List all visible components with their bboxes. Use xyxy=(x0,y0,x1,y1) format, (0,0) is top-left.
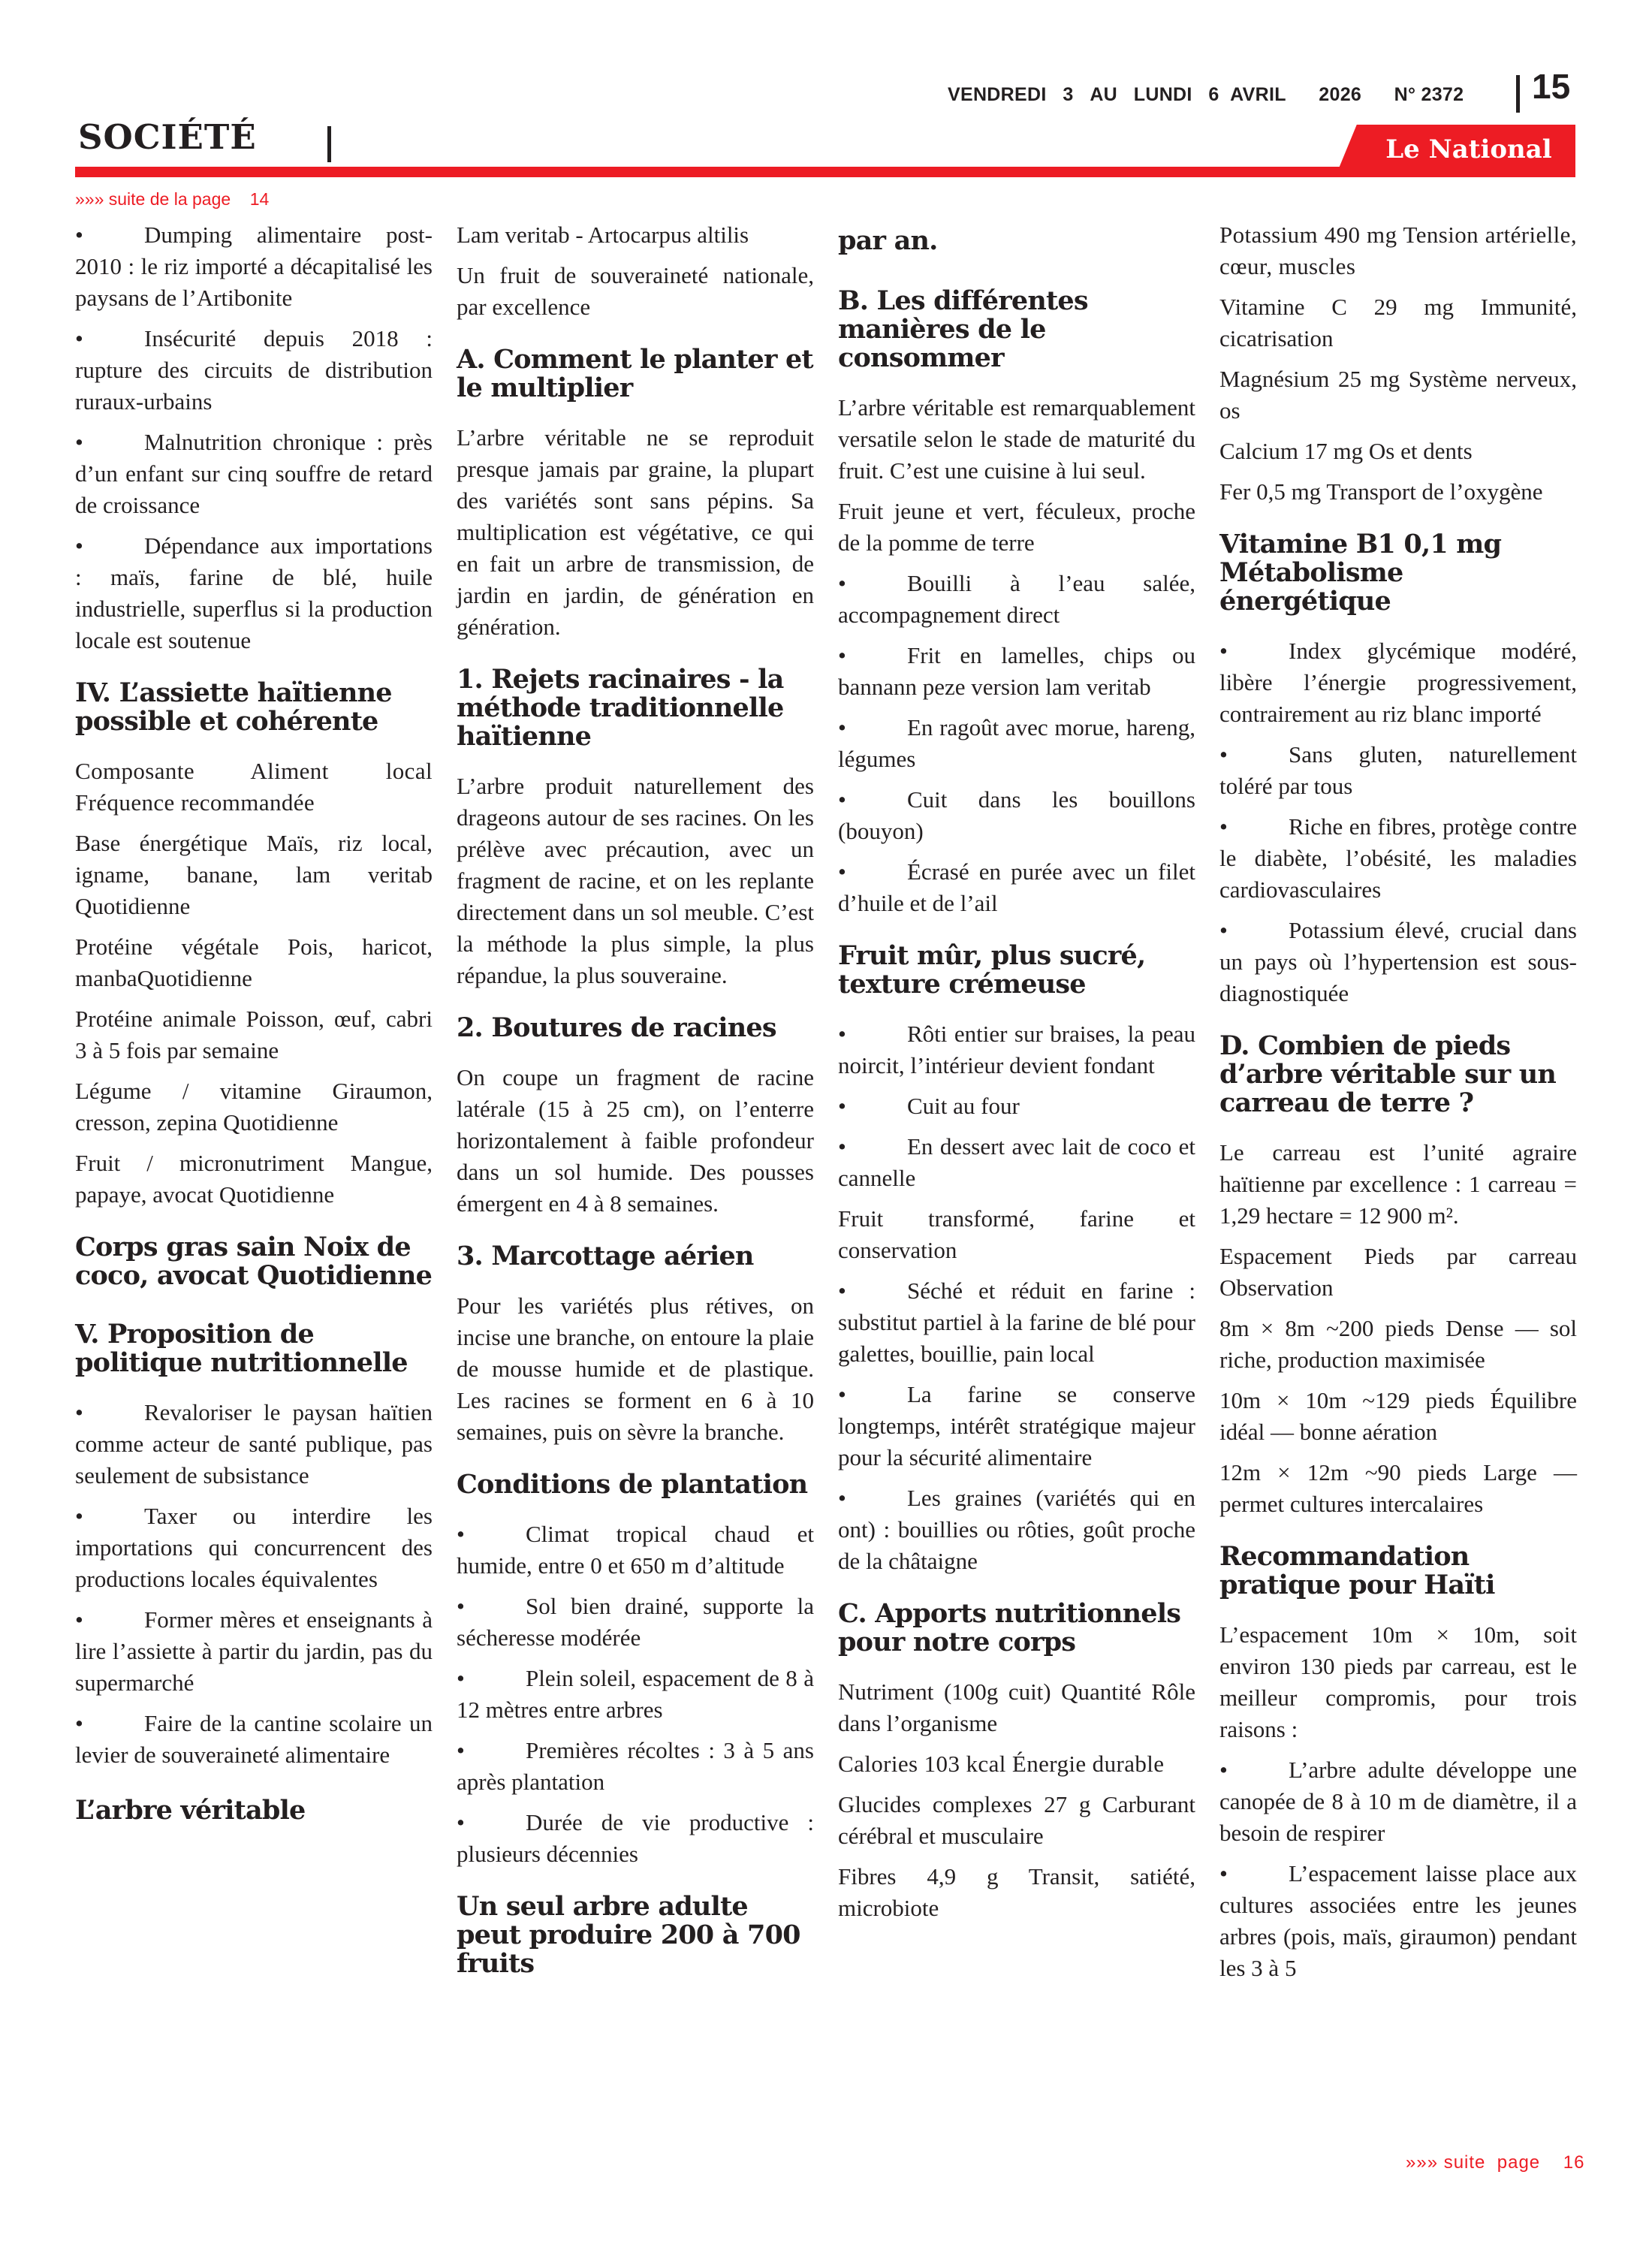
subheading-young-fruit: Fruit jeune et vert, féculeux, proche de la pomme de terre xyxy=(838,498,1195,556)
list-item: • Plein soleil, espacement de 8 à 12 mètres entre arbres xyxy=(457,1663,814,1726)
bullet-icon: • xyxy=(75,1606,83,1633)
list-item: • Malnutrition chronique : près d’un enfant sur cinq souffre de retard de croissance xyxy=(75,427,433,521)
plate-table-row: Légume / vitamine Giraumon, cresson, zepina Quotidienne xyxy=(75,1078,433,1136)
nutrition-table-row: Magnésium 25 mg Système nerveux, os xyxy=(1219,366,1577,424)
paragraph: L’arbre véritable ne se reproduit presque jamais par graine, la plupart des variétés sont sans pépins. Sa multiplication est végétative, ce qui en fait un arbre de transmission, de jardin en jardin, de génération en génération. xyxy=(457,424,814,640)
spacing-table-row: 12m × 12m ~90 pieds Large — permet cultures intercalaires xyxy=(1219,1459,1577,1517)
nutrition-table-row-bold: Vitamine B1 0,1 mg Métabolisme énergétique xyxy=(1219,529,1502,617)
bullet-icon: • xyxy=(1219,1860,1228,1887)
heading-politique: V. Proposition de politique nutritionnelle xyxy=(75,1319,408,1378)
spacing-table-row: 8m × 8m ~200 pieds Dense — sol riche, production maximisée xyxy=(1219,1315,1577,1373)
bullet-icon: • xyxy=(75,1503,83,1529)
date-year: 2026 xyxy=(1319,84,1362,105)
heading-recommandation: Recommandation pratique pour Haïti xyxy=(1219,1541,1495,1600)
list-item: • En dessert avec lait de coco et cannelle xyxy=(838,1131,1195,1194)
column-1 xyxy=(75,219,433,1844)
heading-combien-pieds: D. Combien de pieds d’arbre véritable sur un carreau de terre ? xyxy=(1219,1030,1557,1118)
issue-date-line xyxy=(948,84,1464,106)
bullet-icon: • xyxy=(838,786,846,813)
bullet-icon: • xyxy=(1219,638,1228,664)
issue-number: N° 2372 xyxy=(1394,84,1464,105)
list-item: • Taxer ou interdire les importations qui concurrencent des productions locales équivalentes xyxy=(75,1500,433,1595)
bullet-icon: • xyxy=(457,1665,465,1691)
heading-conditions: Conditions de plantation xyxy=(457,1469,808,1500)
heading-boutures: 2. Boutures de racines xyxy=(457,1012,776,1043)
bullet-icon: • xyxy=(838,1381,846,1407)
list-item: • Climat tropical chaud et humide, entre 0 et 650 m d’altitude xyxy=(457,1519,814,1582)
list-item: • Sans gluten, naturellement toléré par tous xyxy=(1219,739,1577,802)
bullet-icon: • xyxy=(838,1021,846,1047)
heading-apports: C. Apports nutritionnels pour notre corps xyxy=(838,1598,1181,1657)
list-item: • Insécurité depuis 2018 : rupture des circuits de distribution ruraux-urbains xyxy=(75,323,433,418)
list-item: • Rôti entier sur braises, la peau noircit, l’intérieur devient fondant xyxy=(838,1018,1195,1081)
plate-table-row: Protéine végétale Pois, haricot, manbaQuotidienne xyxy=(75,933,433,991)
list-item: • Dépendance aux importations : maïs, farine de blé, huile industrielle, superflus si la production locale est soutenue xyxy=(75,530,433,656)
list-item: • L’espacement laisse place aux cultures associées entre les jeunes arbres (pois, maïs, giraumon) pendant les 3 à 5 xyxy=(1219,1858,1577,1984)
brand-logo: Le National xyxy=(1385,134,1552,164)
list-item: • Écrasé en purée avec un filet d’huile et de l’ail xyxy=(838,856,1195,919)
plate-table-row: Base énergétique Maïs, riz local, igname, banane, lam veritab Quotidienne xyxy=(75,830,433,919)
plate-table-row: Protéine animale Poisson, œuf, cabri 3 à 5 fois par semaine xyxy=(75,1006,433,1063)
paragraph: Le carreau est l’unité agraire haïtienne par excellence : 1 carreau = 1,29 hectare = 12 900 m². xyxy=(1219,1139,1577,1229)
bullet-icon: • xyxy=(457,1737,465,1763)
paragraph: L’arbre véritable est remarquablement versatile selon le stade de maturité du fruit. C’est une cuisine à lui seul. xyxy=(838,394,1195,484)
bullet-icon: • xyxy=(838,1485,846,1511)
list-item: • Riche en fibres, protège contre le diabète, l’obésité, les maladies cardiovasculaires xyxy=(1219,811,1577,906)
bullet-icon: • xyxy=(457,1593,465,1619)
column-3 xyxy=(838,219,1195,1933)
heading-yield: Un seul arbre adulte peut produire 200 à 700 fruits xyxy=(457,1891,800,1979)
page-number: 15 xyxy=(1532,67,1571,106)
bullet-icon: • xyxy=(75,222,83,248)
column-2 xyxy=(457,219,814,1998)
list-item: • Dumping alimentaire post-2010 : le riz importé a décapitalisé les paysans de l’Artibonite xyxy=(75,219,433,314)
continued-to-link[interactable]: »»» suite page 16 xyxy=(1406,2152,1585,2173)
heading-ripe-fruit: Fruit mûr, plus sucré, texture crémeuse xyxy=(838,940,1146,1000)
heading-consommer: B. Les différentes manières de le consommer xyxy=(838,285,1088,373)
nutrition-table-header: Nutriment (100g cuit) Quantité Rôle dans l’organisme xyxy=(838,1678,1195,1736)
bullet-icon: • xyxy=(1219,741,1228,768)
paragraph: L’espacement 10m × 10m, soit environ 130 pieds par carreau, est le meilleur compromis, pour trois raisons : xyxy=(1219,1621,1577,1742)
bullet-icon: • xyxy=(838,858,846,885)
section-title: SOCIÉTÉ xyxy=(78,117,257,157)
list-item: • La farine se conserve longtemps, intérêt stratégique majeur pour la sécurité alimentaire xyxy=(838,1379,1195,1473)
bullet-icon: • xyxy=(457,1809,465,1835)
list-item: • Durée de vie productive : plusieurs décennies xyxy=(457,1807,814,1870)
bullet-icon: • xyxy=(75,1710,83,1736)
nutrition-table-row: Calcium 17 mg Os et dents xyxy=(1219,438,1473,464)
bullet-icon: • xyxy=(838,1277,846,1304)
heading-yield-continued: par an. xyxy=(838,225,938,256)
list-item: • Former mères et enseignants à lire l’assiette à partir du jardin, pas du supermarché xyxy=(75,1604,433,1699)
list-item: • Cuit au four xyxy=(838,1090,1195,1122)
paragraph: Pour les variétés plus rétives, on incise une branche, on entoure la plaie de mousse humide et de plastique. Les racines se forment en 6 à 10 semaines, puis on sèvre la branche. xyxy=(457,1292,814,1445)
list-item: • Premières récoltes : 3 à 5 ans après plantation xyxy=(457,1735,814,1798)
spacing-table-row: 10m × 10m ~129 pieds Équilibre idéal — bonne aération xyxy=(1219,1387,1577,1445)
heading-assiette: IV. L’assiette haïtienne possible et cohérente xyxy=(75,677,392,737)
list-item: • Cuit dans les bouillons (bouyon) xyxy=(838,784,1195,847)
bullet-icon: • xyxy=(1219,813,1228,840)
list-item: • Revaloriser le paysan haïtien comme acteur de santé publique, pas seulement de subsistance xyxy=(75,1397,433,1491)
bullet-icon: • xyxy=(1219,917,1228,943)
bullet-icon: • xyxy=(75,532,83,559)
bullet-icon: • xyxy=(75,1399,83,1425)
date-day-start: VENDREDI xyxy=(948,84,1047,105)
nutrition-table-row: Vitamine C 29 mg Immunité, cicatrisation xyxy=(1219,294,1577,351)
plate-table-header: Composante Aliment local Fréquence recommandée xyxy=(75,758,433,816)
bullet-icon: • xyxy=(838,1093,846,1119)
section-divider xyxy=(327,126,331,162)
list-item: • Frit en lamelles, chips ou bannann peze version lam veritab xyxy=(838,640,1195,703)
bullet-icon: • xyxy=(838,1133,846,1160)
list-item: • Séché et réduit en farine : substitut partiel à la farine de blé pour galettes, bouillie, pain local xyxy=(838,1275,1195,1370)
bullet-icon: • xyxy=(75,325,83,351)
heading-planter: A. Comment le planter et le multiplier xyxy=(457,344,813,403)
list-item: • En ragoût avec morue, hareng, légumes xyxy=(838,712,1195,775)
heading-marcottage: 3. Marcottage aérien xyxy=(457,1241,754,1271)
article-subtitle: Lam veritab - Artocarpus altilis xyxy=(457,222,749,248)
date-au: AU xyxy=(1090,84,1118,105)
paragraph: On coupe un fragment de racine latérale (15 à 25 cm), on l’enterre horizontalement à faible profondeur dans un sol humide. Des pousses émergent en 4 à 8 semaines. xyxy=(457,1064,814,1217)
heading-rejets: 1. Rejets racinaires - la méthode traditionnelle haïtienne xyxy=(457,664,784,752)
date-num-end: 6 xyxy=(1208,84,1219,105)
page-number-divider xyxy=(1516,75,1520,113)
bullet-icon: • xyxy=(838,570,846,596)
list-item: • L’arbre adulte développe une canopée de 8 à 10 m de diamètre, il a besoin de respirer xyxy=(1219,1754,1577,1849)
bullet-icon: • xyxy=(457,1521,465,1547)
bullet-icon: • xyxy=(838,714,846,740)
nutrition-table-row: Glucides complexes 27 g Carburant cérébral et musculaire xyxy=(838,1791,1195,1849)
nutrition-table-row: Calories 103 kcal Énergie durable xyxy=(838,1751,1165,1777)
nutrition-table-row: Fer 0,5 mg Transport de l’oxygène xyxy=(1219,478,1543,505)
bullet-icon: • xyxy=(1219,1757,1228,1783)
spacing-table-header: Espacement Pieds par carreau Observation xyxy=(1219,1243,1577,1301)
list-item: • Potassium élevé, crucial dans un pays où l’hypertension est sous-diagnostiquée xyxy=(1219,915,1577,1009)
paragraph: L’arbre produit naturellement des drageons autour de ses racines. On les prélève avec précaution, avec un fragment de racine, et on les replante directement dans un sol meuble. C’est la méthode la plus simple, la plus répandue, la plus souveraine. xyxy=(457,773,814,988)
continued-from-link[interactable]: »»» suite de la page 14 xyxy=(75,189,270,209)
list-item: • Les graines (variétés qui en ont) : bouillies ou rôties, goût proche de la châtaigne xyxy=(838,1482,1195,1577)
date-day-end: LUNDI xyxy=(1133,84,1192,105)
column-4 xyxy=(1219,219,1577,1993)
nutrition-table-row: Fibres 4,9 g Transit, satiété, microbiote xyxy=(838,1863,1195,1921)
subheading-processed-fruit: Fruit transformé, farine et conservation xyxy=(838,1205,1195,1263)
plate-table-row-bold: Corps gras sain Noix de coco, avocat Quotidienne xyxy=(75,1232,433,1291)
heading-arbre-veritable: L’arbre véritable xyxy=(75,1795,306,1826)
list-item: • Index glycémique modéré, libère l’énergie progressivement, contrairement au riz blanc importé xyxy=(1219,635,1577,730)
date-num-start: 3 xyxy=(1063,84,1074,105)
article-tagline: Un fruit de souveraineté nationale, par excellence xyxy=(457,262,814,320)
nutrition-table-row: Potassium 490 mg Tension artérielle, cœur, muscles xyxy=(1219,222,1577,279)
list-item: • Bouilli à l’eau salée, accompagnement direct xyxy=(838,568,1195,631)
date-month: AVRIL xyxy=(1230,84,1286,105)
list-item: • Faire de la cantine scolaire un levier de souveraineté alimentaire xyxy=(75,1708,433,1771)
bullet-icon: • xyxy=(838,642,846,668)
list-item: • Sol bien drainé, supporte la sécheresse modérée xyxy=(457,1591,814,1654)
plate-table-row: Fruit / micronutriment Mangue, papaye, avocat Quotidienne xyxy=(75,1150,433,1208)
bullet-icon: • xyxy=(75,429,83,455)
